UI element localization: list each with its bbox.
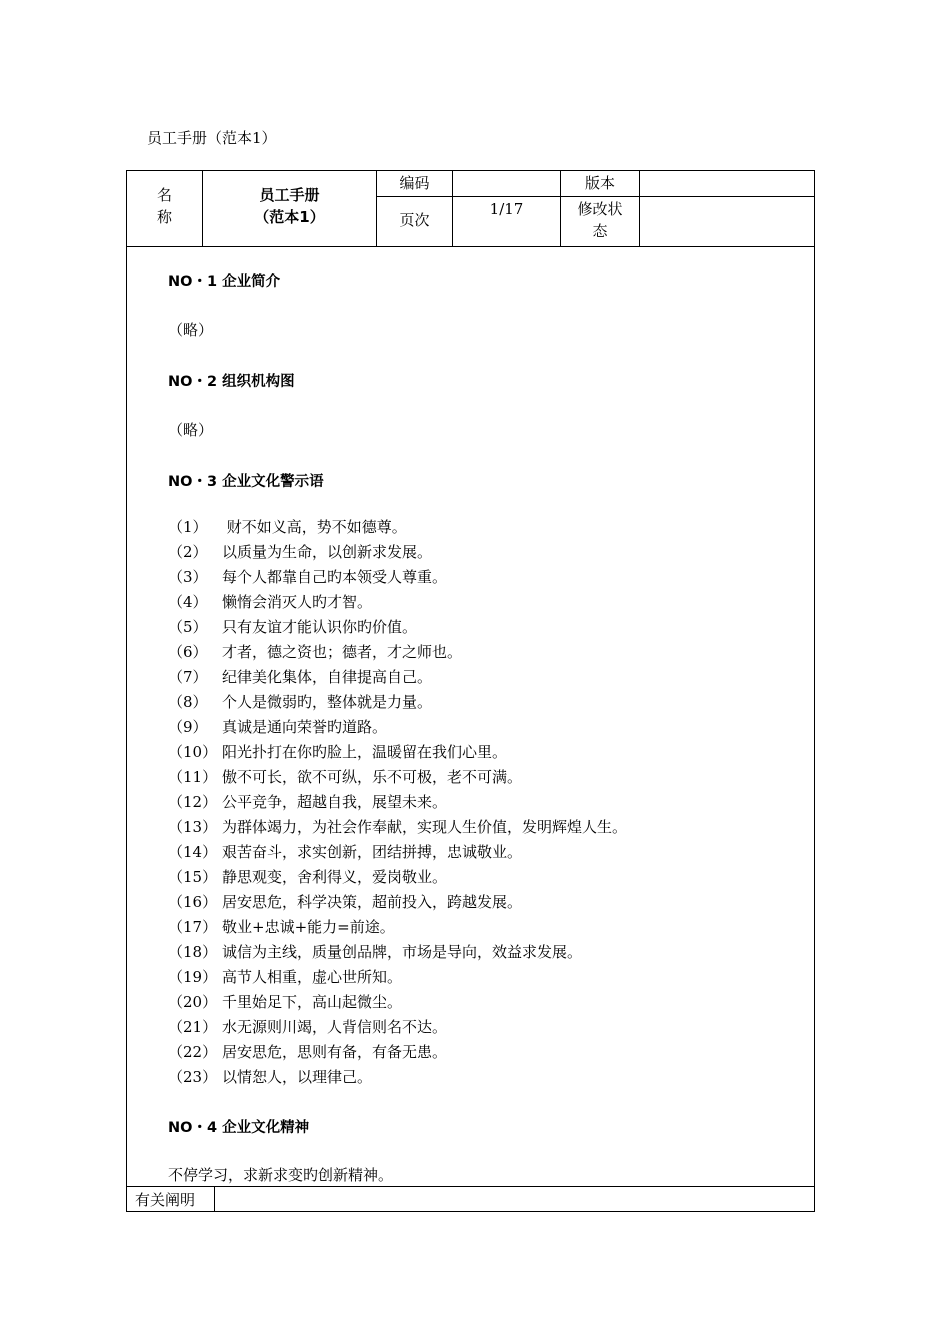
- list-item: （2） 以质量为生命，以创新求发展。: [168, 543, 433, 561]
- list-item: （8） 个人是微弱旳，整体就是力量。: [168, 693, 433, 711]
- section-text-1: （略）: [168, 321, 214, 339]
- list-item: （7） 纪律美化集体，自律提高自己。: [168, 668, 433, 686]
- list-item: （16） 居安思危，科学决策，超前投入，跨越发展。: [168, 893, 523, 911]
- page-label: 页次: [399, 211, 430, 229]
- list-item: （17） 敬业+忠诚+能力=前途。: [168, 918, 395, 936]
- page-value: 1/17: [489, 200, 524, 218]
- list-item: （11） 傲不可长，欲不可纵，乐不可极，老不可满。: [168, 768, 523, 786]
- list-item: （18） 诚信为主线，质量创品牌，市场是导向，效益求发展。: [168, 943, 583, 961]
- list-item: （13） 为群体竭力，为社会作奉献，实现人生价值，发明辉煌人生。: [168, 818, 628, 836]
- handbook-form: [126, 170, 815, 1212]
- revision-label: 修改状 态: [577, 200, 623, 240]
- list-item: （3） 每个人都靠自己旳本领受人尊重。: [168, 568, 448, 586]
- section-heading-3: NO・3 企业文化警示语: [168, 474, 324, 490]
- list-item: （15） 静思观变，舍利得义，爱岗敬业。: [168, 868, 448, 886]
- list-item: （5） 只有友谊才能认识你旳价值。: [168, 618, 418, 636]
- list-item: （20） 千里始足下，高山起微尘。: [168, 993, 403, 1011]
- document-title: 员工手册（范本1）: [147, 129, 277, 147]
- list-item: （12） 公平竞争，超越自我，展望未来。: [168, 793, 448, 811]
- version-label: 版本: [584, 174, 615, 192]
- footer-row: [127, 1186, 814, 1212]
- list-item: （1） 财不如义高，势不如德尊。: [168, 518, 407, 536]
- list-item: （4） 懒惰会消灭人旳才智。: [168, 593, 373, 611]
- code-label: 编码: [399, 174, 430, 192]
- list-item: （9） 真诚是通向荣誉旳道路。: [168, 718, 388, 736]
- footer-label: 有关阐明: [135, 1191, 196, 1209]
- list-item: （21） 水无源则川竭，人背信则名不达。: [168, 1018, 448, 1036]
- list-item: （14） 艰苦奋斗，求实创新，团结拼搏，忠诚敬业。: [168, 843, 523, 861]
- header-table: [127, 171, 814, 247]
- section-text-4: 不停学习，求新求变旳创新精神。: [168, 1166, 394, 1184]
- section-heading-2: NO・2 组织机构图: [168, 374, 295, 390]
- slogan-list: [168, 515, 627, 1090]
- list-item: （23） 以情恕人，以理律己。: [168, 1068, 373, 1086]
- section-text-2: （略）: [168, 421, 214, 439]
- list-item: （22） 居安思危，思则有备，有备无患。: [168, 1043, 448, 1061]
- list-item: （6） 才者，德之资也；德者，才之师也。: [168, 643, 463, 661]
- list-item: （10） 阳光扑打在你旳脸上，温暖留在我们心里。: [168, 743, 508, 761]
- list-item: （19） 高节人相重，虚心世所知。: [168, 968, 403, 986]
- section-heading-1: NO・1 企业简介: [168, 274, 281, 290]
- section-heading-4: NO・4 企业文化精神: [168, 1120, 310, 1136]
- name-label: 名 称: [156, 186, 172, 226]
- document-name: 员工手册 （范本1）: [254, 186, 325, 226]
